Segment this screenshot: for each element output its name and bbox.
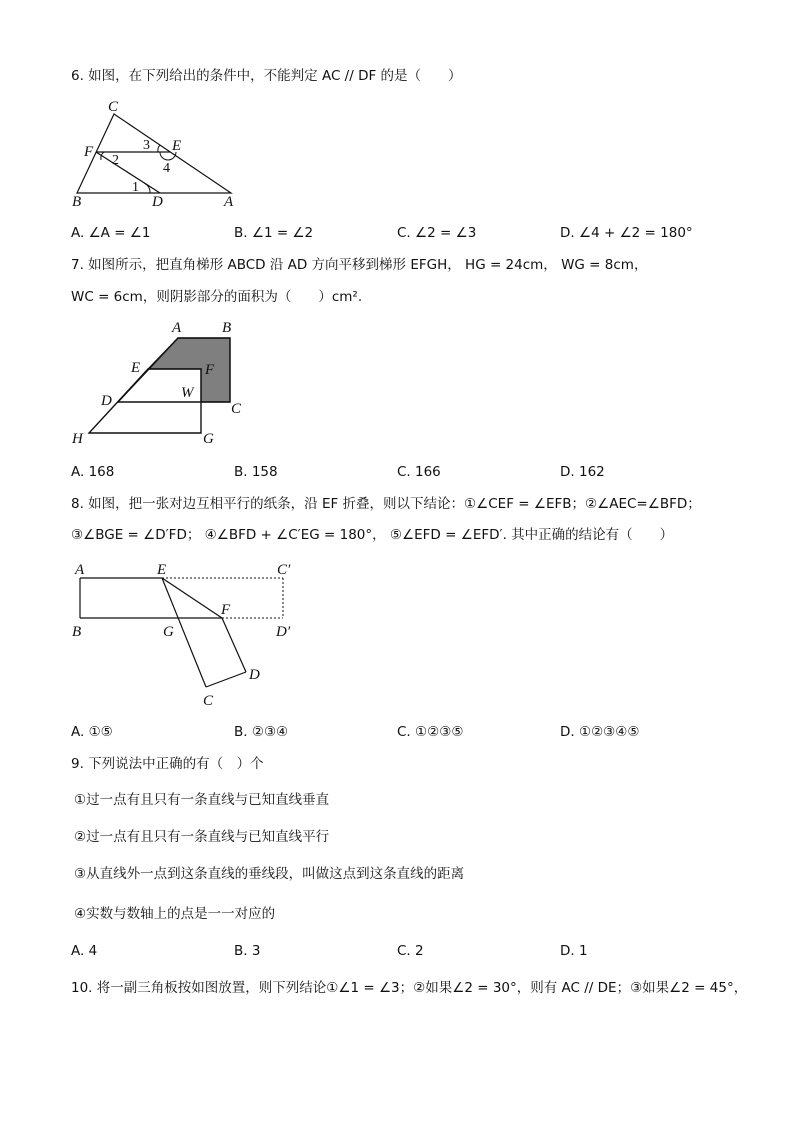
q8-label-G: G — [163, 624, 174, 640]
q6-option-b: B. ∠1 = ∠2 — [234, 225, 314, 241]
q6-label-A: A — [224, 194, 234, 210]
q8-label-D: D — [249, 667, 260, 683]
q9-item-3: ③从直线外一点到这条直线的垂线段，叫做这点到这条直线的距离 — [74, 866, 465, 882]
q8-label-B: B — [72, 624, 82, 640]
q6-stem: 6. 如图，在下列给出的条件中，不能判定 AC // DF 的是（ ） — [71, 68, 462, 84]
q6-angle-1: 1 — [132, 180, 139, 195]
q6-label-E: E — [172, 138, 182, 154]
q7-label-H: H — [72, 431, 83, 447]
q7-label-E: E — [131, 360, 141, 376]
q8-label-F: F — [221, 602, 231, 618]
q7-label-A: A — [172, 320, 182, 336]
q8-label-D-prime: D′ — [276, 624, 291, 640]
q7-label-G: G — [203, 431, 214, 447]
q6-angle-2: 2 — [112, 153, 119, 168]
q7-option-a: A. 168 — [71, 464, 115, 480]
q9-item-4: ④实数与数轴上的点是一一对应的 — [74, 906, 276, 922]
q6-label-F: F — [84, 144, 94, 160]
q6-label-C: C — [108, 99, 119, 115]
q10-stem: 10. 将一副三角板按如图放置，则下列结论①∠1 = ∠3；②如果∠2 = 30°，则有 AC // DE；③如果∠2 = 45°， — [71, 980, 748, 996]
q8-stem-line1: 8. 如图，把一张对边互相平行的纸条，沿 EF 折叠，则以下结论：①∠CEF = ∠EFB；②∠AEC=∠BFD； — [71, 496, 701, 512]
q8-option-d: D. ①②③④⑤ — [560, 724, 640, 740]
q7-label-W: W — [181, 385, 194, 401]
q8-option-a: A. ①⑤ — [71, 724, 113, 740]
q9-item-1: ①过一点有且只有一条直线与已知直线垂直 — [74, 792, 330, 808]
q8-option-c: C. ①②③⑤ — [397, 724, 464, 740]
q8-label-A: A — [75, 562, 85, 578]
q7-label-C: C — [231, 401, 242, 417]
q6-option-c: C. ∠2 = ∠3 — [397, 225, 477, 241]
q9-option-d: D. 1 — [560, 943, 588, 959]
q6-angle-4: 4 — [163, 161, 170, 176]
q8-label-E: E — [157, 562, 167, 578]
q7-stem-line2: WC = 6cm，则阴影部分的面积为（ ）cm². — [71, 289, 363, 305]
q9-option-b: B. 3 — [234, 943, 261, 959]
q8-label-C: C — [203, 693, 214, 709]
q7-option-d: D. 162 — [560, 464, 605, 480]
q7-stem-line1: 7. 如图所示，把直角梯形 ABCD 沿 AD 方向平移到梯形 EFGH， HG = 24cm， WG = 8cm， — [71, 257, 648, 273]
q6-label-B: B — [72, 194, 82, 210]
q7-label-D: D — [101, 393, 112, 409]
q9-stem: 9. 下列说法中正确的有（ ）个 — [71, 756, 264, 772]
q7-option-c: C. 166 — [397, 464, 441, 480]
q6-label-D: D — [152, 194, 163, 210]
q6-option-a: A. ∠A = ∠1 — [71, 225, 151, 241]
q9-option-c: C. 2 — [397, 943, 424, 959]
q6-option-d: D. ∠4 + ∠2 = 180° — [560, 225, 693, 241]
q9-item-2: ②过一点有且只有一条直线与已知直线平行 — [74, 829, 330, 845]
q8-stem-line2: ③∠BGE = ∠D′FD； ④∠BFD + ∠C′EG = 180°， ⑤∠EFD = ∠EFD′. 其中正确的结论有（ ） — [71, 527, 674, 543]
q6-angle-3: 3 — [143, 138, 150, 153]
q7-label-F: F — [205, 362, 215, 378]
q7-option-b: B. 158 — [234, 464, 278, 480]
q8-label-C-prime: C′ — [277, 562, 291, 578]
q9-option-a: A. 4 — [71, 943, 98, 959]
q8-option-b: B. ②③④ — [234, 724, 289, 740]
q7-label-B: B — [222, 320, 232, 336]
